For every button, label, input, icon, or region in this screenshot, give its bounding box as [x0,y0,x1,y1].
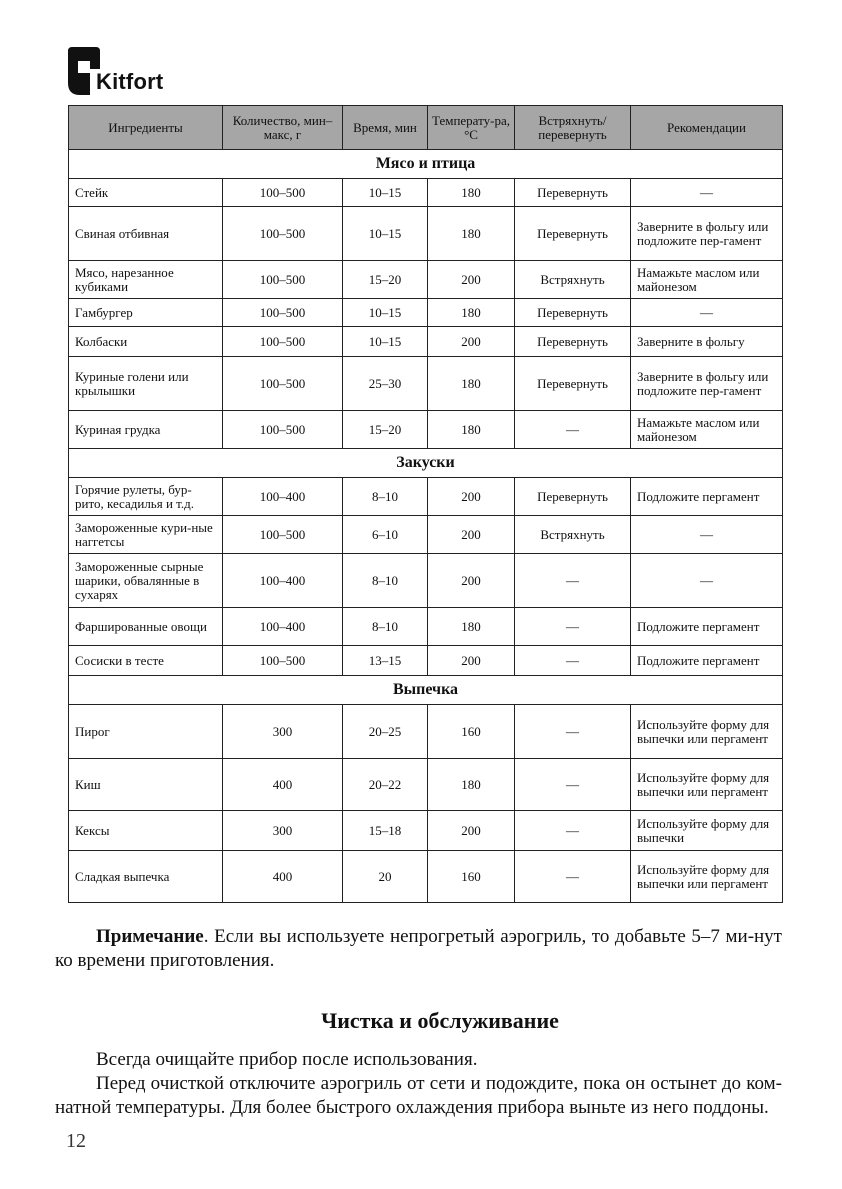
cell-quantity: 400 [223,851,343,903]
cell-ingredient: Замороженные кури-ные наггетсы [69,516,223,554]
section-header-row [69,449,783,478]
cell-temperature: 180 [428,207,515,261]
cooking-table [68,105,783,903]
table-row [69,608,783,646]
cell-ingredient: Фаршированные овощи [69,608,223,646]
cell-shake-flip: — [515,851,631,903]
cell-quantity: 100–500 [223,411,343,449]
cell-shake-flip: — [515,811,631,851]
cell-ingredient: Кексы [69,811,223,851]
table-row [69,851,783,903]
header-shake-flip: Встряхнуть/ перевернуть [515,106,631,150]
table-row [69,261,783,299]
cell-recommendation: Намажьте маслом или майонезом [631,411,783,449]
cell-temperature: 180 [428,357,515,411]
cell-time: 20–22 [343,759,428,811]
cell-temperature: 180 [428,759,515,811]
cell-recommendation: Подложите пергамент [631,478,783,516]
cell-time: 8–10 [343,478,428,516]
table-row [69,299,783,327]
cell-ingredient: Стейк [69,179,223,207]
cell-recommendation: Используйте форму для выпечки или пергамент [631,759,783,811]
cell-recommendation: Заверните в фольгу или подложите пер-гамент [631,207,783,261]
cell-recommendation: Заверните в фольгу или подложите пер-гамент [631,357,783,411]
cell-time: 10–15 [343,207,428,261]
cell-ingredient: Куриные голени или крылышки [69,357,223,411]
cell-quantity: 100–400 [223,478,343,516]
cell-time: 8–10 [343,608,428,646]
cell-recommendation: Подложите пергамент [631,646,783,676]
cell-temperature: 180 [428,411,515,449]
cell-time: 15–20 [343,261,428,299]
cell-quantity: 300 [223,705,343,759]
cell-time: 20 [343,851,428,903]
cell-quantity: 400 [223,759,343,811]
cell-time: 6–10 [343,516,428,554]
cell-shake-flip: — [515,411,631,449]
section-title: Закуски [69,449,783,478]
cell-quantity: 300 [223,811,343,851]
page-number: 12 [66,1130,86,1152]
cell-shake-flip: — [515,608,631,646]
table-row [69,516,783,554]
brand-name: Kitfort [96,69,164,94]
cell-quantity: 100–500 [223,357,343,411]
cleaning-paragraph-2: Перед очисткой отключите аэрогриль от сети и подождите, пока он остынет до ком-натной температуры. Для более быстрого охлаждения прибора выньте из него поддоны. [55,1073,782,1118]
cell-ingredient: Гамбургер [69,299,223,327]
header-recommendations: Рекомендации [631,106,783,150]
cell-quantity: 100–400 [223,608,343,646]
table-body [69,150,783,903]
cell-temperature: 160 [428,851,515,903]
cell-shake-flip: Перевернуть [515,299,631,327]
table-row [69,179,783,207]
cell-time: 10–15 [343,299,428,327]
cell-recommendation: Заверните в фольгу [631,327,783,357]
cell-quantity: 100–500 [223,646,343,676]
cell-ingredient: Горячие рулеты, бур-рито, кесадилья и т.д. [69,478,223,516]
cell-shake-flip: Перевернуть [515,357,631,411]
table-row [69,478,783,516]
cell-shake-flip: — [515,759,631,811]
cell-temperature: 180 [428,608,515,646]
header-temperature: Температу-ра, °С [428,106,515,150]
cell-recommendation: — [631,299,783,327]
table-row [69,554,783,608]
cell-recommendation: — [631,179,783,207]
section-header-row [69,150,783,179]
cleaning-paragraph-1: Всегда очищайте прибор после использования. [96,1049,478,1070]
table-row [69,646,783,676]
cell-recommendation: — [631,554,783,608]
cell-quantity: 100–500 [223,299,343,327]
cell-ingredient: Колбаски [69,327,223,357]
cell-time: 8–10 [343,554,428,608]
cell-time: 15–18 [343,811,428,851]
cell-temperature: 160 [428,705,515,759]
cell-recommendation: Используйте форму для выпечки или пергамент [631,705,783,759]
cell-shake-flip: Встряхнуть [515,261,631,299]
cell-ingredient: Свиная отбивная [69,207,223,261]
cell-temperature: 180 [428,179,515,207]
cell-temperature: 180 [428,299,515,327]
cell-time: 10–15 [343,327,428,357]
cell-temperature: 200 [428,327,515,357]
header-ingredients: Ингредиенты [69,106,223,150]
table-row [69,705,783,759]
cell-temperature: 200 [428,554,515,608]
header-time: Время, мин [343,106,428,150]
cleaning-heading: Чистка и обслуживание [321,1008,559,1033]
cell-quantity: 100–400 [223,554,343,608]
cell-recommendation: — [631,516,783,554]
cell-recommendation: Используйте форму для выпечки или пергамент [631,851,783,903]
cell-ingredient: Киш [69,759,223,811]
cell-time: 13–15 [343,646,428,676]
note-paragraph [55,925,782,973]
cell-temperature: 200 [428,478,515,516]
table-row [69,207,783,261]
note-label: Примечание [96,926,204,947]
cell-time: 20–25 [343,705,428,759]
cell-shake-flip: Перевернуть [515,207,631,261]
cell-quantity: 100–500 [223,327,343,357]
table-row [69,327,783,357]
cell-time: 25–30 [343,357,428,411]
cell-ingredient: Сладкая выпечка [69,851,223,903]
cell-shake-flip: Перевернуть [515,478,631,516]
cell-shake-flip: Встряхнуть [515,516,631,554]
cell-temperature: 200 [428,516,515,554]
cell-time: 10–15 [343,179,428,207]
cell-recommendation: Подложите пергамент [631,608,783,646]
cell-ingredient: Пирог [69,705,223,759]
cell-time: 15–20 [343,411,428,449]
table-row [69,411,783,449]
table-row [69,759,783,811]
cell-ingredient: Мясо, нарезанное кубиками [69,261,223,299]
cell-quantity: 100–500 [223,261,343,299]
cell-temperature: 200 [428,646,515,676]
cell-temperature: 200 [428,261,515,299]
cell-temperature: 200 [428,811,515,851]
section-title: Выпечка [69,676,783,705]
cell-shake-flip: — [515,646,631,676]
cell-shake-flip: — [515,705,631,759]
cell-ingredient: Сосиски в тесте [69,646,223,676]
cell-ingredient: Замороженные сырные шарики, обвалянные в сухарях [69,554,223,608]
table-header [69,106,783,150]
cell-ingredient: Куриная грудка [69,411,223,449]
cell-shake-flip: Перевернуть [515,179,631,207]
section-header-row [69,676,783,705]
cell-shake-flip: — [515,554,631,608]
section-title: Мясо и птица [69,150,783,179]
cell-recommendation: Используйте форму для выпечки [631,811,783,851]
note-text: . Если вы используете непрогретый аэрогриль, то добавьте 5–7 ми-нут ко времени приготовления. [55,926,782,971]
cell-quantity: 100–500 [223,207,343,261]
cell-recommendation: Намажьте маслом или майонезом [631,261,783,299]
cell-quantity: 100–500 [223,516,343,554]
cell-quantity: 100–500 [223,179,343,207]
table-row [69,811,783,851]
table-row [69,357,783,411]
header-quantity: Количество, мин–макс, г [223,106,343,150]
cell-shake-flip: Перевернуть [515,327,631,357]
